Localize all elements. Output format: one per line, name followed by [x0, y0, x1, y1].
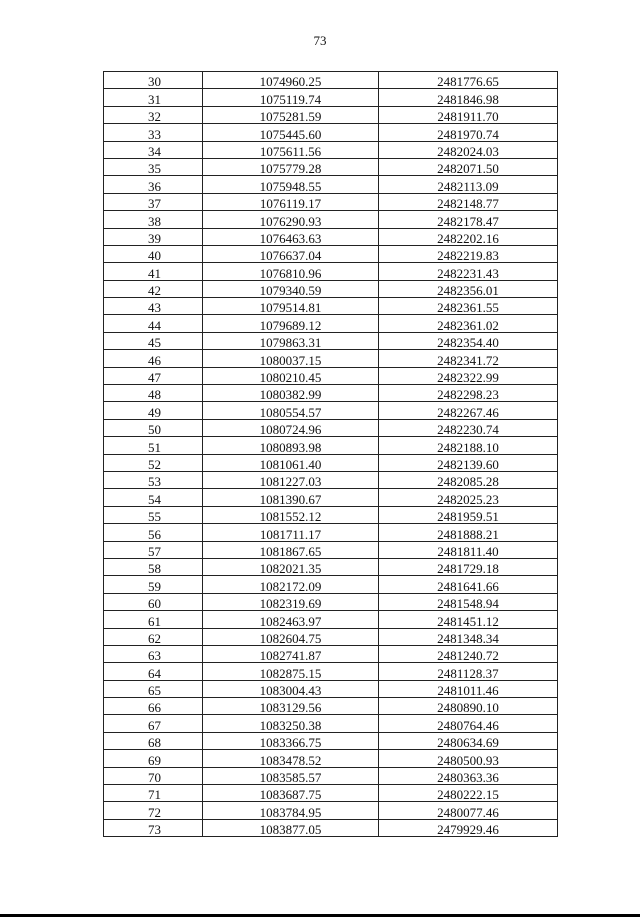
- table-row: [104, 124, 558, 141]
- table-row: [104, 454, 558, 471]
- point-number-cell: 64: [104, 663, 203, 680]
- y-coordinate-cell: 2482139.60: [379, 454, 558, 471]
- table-row: [104, 611, 558, 628]
- table-row: [104, 750, 558, 767]
- y-coordinate-cell: 2480363.36: [379, 767, 558, 784]
- x-coordinate-cell: 1083250.38: [203, 715, 379, 732]
- table-row: [104, 732, 558, 749]
- table-row: [104, 176, 558, 193]
- point-number-cell: 55: [104, 506, 203, 523]
- point-number-cell: 31: [104, 89, 203, 106]
- point-number-cell: 41: [104, 263, 203, 280]
- table-row: [104, 280, 558, 297]
- table-row: [104, 350, 558, 367]
- point-number-cell: 73: [104, 819, 203, 836]
- point-number-cell: 54: [104, 489, 203, 506]
- point-number-cell: 60: [104, 593, 203, 610]
- table-row: [104, 645, 558, 662]
- y-coordinate-cell: 2482178.47: [379, 211, 558, 228]
- y-coordinate-cell: 2481548.94: [379, 593, 558, 610]
- table-row: [104, 385, 558, 402]
- y-coordinate-cell: 2482024.03: [379, 141, 558, 158]
- table-row: [104, 593, 558, 610]
- table-row: [104, 298, 558, 315]
- table-row: [104, 402, 558, 419]
- table-row: [104, 767, 558, 784]
- table-row: [104, 193, 558, 210]
- x-coordinate-cell: 1082741.87: [203, 645, 379, 662]
- point-number-cell: 61: [104, 611, 203, 628]
- y-coordinate-cell: 2482202.16: [379, 228, 558, 245]
- table-row: [104, 211, 558, 228]
- coordinate-table-body: [104, 72, 558, 837]
- x-coordinate-cell: 1082021.35: [203, 558, 379, 575]
- table-row: [104, 524, 558, 541]
- x-coordinate-cell: 1080037.15: [203, 350, 379, 367]
- y-coordinate-cell: 2480500.93: [379, 750, 558, 767]
- y-coordinate-cell: 2482341.72: [379, 350, 558, 367]
- y-coordinate-cell: 2479929.46: [379, 819, 558, 836]
- y-coordinate-cell: 2482025.23: [379, 489, 558, 506]
- point-number-cell: 44: [104, 315, 203, 332]
- x-coordinate-cell: 1080382.99: [203, 385, 379, 402]
- point-number-cell: 72: [104, 802, 203, 819]
- x-coordinate-cell: 1083784.95: [203, 802, 379, 819]
- y-coordinate-cell: 2480764.46: [379, 715, 558, 732]
- table-row: [104, 471, 558, 488]
- y-coordinate-cell: 2481846.98: [379, 89, 558, 106]
- point-number-cell: 39: [104, 228, 203, 245]
- table-row: [104, 72, 558, 89]
- y-coordinate-cell: 2482356.01: [379, 280, 558, 297]
- table-row: [104, 228, 558, 245]
- table-row: [104, 576, 558, 593]
- page-number: 73: [313, 33, 327, 48]
- y-coordinate-cell: 2481128.37: [379, 663, 558, 680]
- x-coordinate-cell: 1082604.75: [203, 628, 379, 645]
- x-coordinate-cell: 1079514.81: [203, 298, 379, 315]
- point-number-cell: 68: [104, 732, 203, 749]
- point-number-cell: 69: [104, 750, 203, 767]
- y-coordinate-cell: 2481240.72: [379, 645, 558, 662]
- point-number-cell: 30: [104, 72, 203, 89]
- x-coordinate-cell: 1083877.05: [203, 819, 379, 836]
- x-coordinate-cell: 1076810.96: [203, 263, 379, 280]
- y-coordinate-cell: 2482361.55: [379, 298, 558, 315]
- point-number-cell: 40: [104, 245, 203, 262]
- table-row: [104, 506, 558, 523]
- point-number-cell: 42: [104, 280, 203, 297]
- x-coordinate-cell: 1076290.93: [203, 211, 379, 228]
- table-row: [104, 819, 558, 836]
- point-number-cell: 48: [104, 385, 203, 402]
- y-coordinate-cell: 2482071.50: [379, 158, 558, 175]
- table-row: [104, 437, 558, 454]
- point-number-cell: 50: [104, 419, 203, 436]
- y-coordinate-cell: 2481451.12: [379, 611, 558, 628]
- x-coordinate-cell: 1083129.56: [203, 698, 379, 715]
- table-row: [104, 89, 558, 106]
- table-row: [104, 158, 558, 175]
- x-coordinate-cell: 1081711.17: [203, 524, 379, 541]
- point-number-cell: 43: [104, 298, 203, 315]
- y-coordinate-cell: 2482085.28: [379, 471, 558, 488]
- point-number-cell: 47: [104, 367, 203, 384]
- y-coordinate-cell: 2482298.23: [379, 385, 558, 402]
- x-coordinate-cell: 1081390.67: [203, 489, 379, 506]
- y-coordinate-cell: 2481888.21: [379, 524, 558, 541]
- y-coordinate-cell: 2481011.46: [379, 680, 558, 697]
- table-row: [104, 802, 558, 819]
- table-row: [104, 558, 558, 575]
- point-number-cell: 35: [104, 158, 203, 175]
- coordinate-table: [103, 71, 558, 837]
- point-number-cell: 71: [104, 785, 203, 802]
- y-coordinate-cell: 2481776.65: [379, 72, 558, 89]
- point-number-cell: 58: [104, 558, 203, 575]
- y-coordinate-cell: 2482361.02: [379, 315, 558, 332]
- x-coordinate-cell: 1082319.69: [203, 593, 379, 610]
- x-coordinate-cell: 1079863.31: [203, 332, 379, 349]
- table-row: [104, 141, 558, 158]
- x-coordinate-cell: 1083687.75: [203, 785, 379, 802]
- table-row: [104, 419, 558, 436]
- x-coordinate-cell: 1075119.74: [203, 89, 379, 106]
- point-number-cell: 45: [104, 332, 203, 349]
- point-number-cell: 32: [104, 106, 203, 123]
- table-row: [104, 628, 558, 645]
- x-coordinate-cell: 1075445.60: [203, 124, 379, 141]
- x-coordinate-cell: 1082463.97: [203, 611, 379, 628]
- x-coordinate-cell: 1079340.59: [203, 280, 379, 297]
- table-row: [104, 106, 558, 123]
- x-coordinate-cell: 1074960.25: [203, 72, 379, 89]
- y-coordinate-cell: 2481729.18: [379, 558, 558, 575]
- x-coordinate-cell: 1083478.52: [203, 750, 379, 767]
- point-number-cell: 49: [104, 402, 203, 419]
- y-coordinate-cell: 2481348.34: [379, 628, 558, 645]
- x-coordinate-cell: 1080554.57: [203, 402, 379, 419]
- point-number-cell: 53: [104, 471, 203, 488]
- point-number-cell: 65: [104, 680, 203, 697]
- point-number-cell: 37: [104, 193, 203, 210]
- point-number-cell: 56: [104, 524, 203, 541]
- x-coordinate-cell: 1081061.40: [203, 454, 379, 471]
- x-coordinate-cell: 1080893.98: [203, 437, 379, 454]
- y-coordinate-cell: 2480222.15: [379, 785, 558, 802]
- point-number-cell: 34: [104, 141, 203, 158]
- x-coordinate-cell: 1083004.43: [203, 680, 379, 697]
- x-coordinate-cell: 1081867.65: [203, 541, 379, 558]
- x-coordinate-cell: 1075611.56: [203, 141, 379, 158]
- point-number-cell: 66: [104, 698, 203, 715]
- x-coordinate-cell: 1080210.45: [203, 367, 379, 384]
- point-number-cell: 38: [104, 211, 203, 228]
- table-row: [104, 332, 558, 349]
- table-row: [104, 785, 558, 802]
- y-coordinate-cell: 2482230.74: [379, 419, 558, 436]
- x-coordinate-cell: 1081227.03: [203, 471, 379, 488]
- point-number-cell: 33: [104, 124, 203, 141]
- y-coordinate-cell: 2482231.43: [379, 263, 558, 280]
- point-number-cell: 57: [104, 541, 203, 558]
- y-coordinate-cell: 2482148.77: [379, 193, 558, 210]
- point-number-cell: 36: [104, 176, 203, 193]
- y-coordinate-cell: 2480077.46: [379, 802, 558, 819]
- table-row: [104, 367, 558, 384]
- point-number-cell: 62: [104, 628, 203, 645]
- table-row: [104, 715, 558, 732]
- x-coordinate-cell: 1083366.75: [203, 732, 379, 749]
- x-coordinate-cell: 1075948.55: [203, 176, 379, 193]
- point-number-cell: 52: [104, 454, 203, 471]
- x-coordinate-cell: 1075281.59: [203, 106, 379, 123]
- x-coordinate-cell: 1075779.28: [203, 158, 379, 175]
- point-number-cell: 63: [104, 645, 203, 662]
- table-row: [104, 541, 558, 558]
- table-row: [104, 680, 558, 697]
- table-row: [104, 489, 558, 506]
- y-coordinate-cell: 2480634.69: [379, 732, 558, 749]
- point-number-cell: 67: [104, 715, 203, 732]
- x-coordinate-cell: 1083585.57: [203, 767, 379, 784]
- y-coordinate-cell: 2481970.74: [379, 124, 558, 141]
- x-coordinate-cell: 1081552.12: [203, 506, 379, 523]
- y-coordinate-cell: 2482113.09: [379, 176, 558, 193]
- x-coordinate-cell: 1076637.04: [203, 245, 379, 262]
- y-coordinate-cell: 2481811.40: [379, 541, 558, 558]
- point-number-cell: 51: [104, 437, 203, 454]
- table-row: [104, 698, 558, 715]
- y-coordinate-cell: 2481911.70: [379, 106, 558, 123]
- x-coordinate-cell: 1076463.63: [203, 228, 379, 245]
- y-coordinate-cell: 2482354.40: [379, 332, 558, 349]
- x-coordinate-cell: 1082875.15: [203, 663, 379, 680]
- x-coordinate-cell: 1076119.17: [203, 193, 379, 210]
- y-coordinate-cell: 2482322.99: [379, 367, 558, 384]
- table-row: [104, 315, 558, 332]
- point-number-cell: 59: [104, 576, 203, 593]
- x-coordinate-cell: 1080724.96: [203, 419, 379, 436]
- table-row: [104, 245, 558, 262]
- point-number-cell: 70: [104, 767, 203, 784]
- x-coordinate-cell: 1079689.12: [203, 315, 379, 332]
- y-coordinate-cell: 2480890.10: [379, 698, 558, 715]
- y-coordinate-cell: 2482219.83: [379, 245, 558, 262]
- point-number-cell: 46: [104, 350, 203, 367]
- y-coordinate-cell: 2481959.51: [379, 506, 558, 523]
- y-coordinate-cell: 2482267.46: [379, 402, 558, 419]
- x-coordinate-cell: 1082172.09: [203, 576, 379, 593]
- table-row: [104, 663, 558, 680]
- y-coordinate-cell: 2481641.66: [379, 576, 558, 593]
- table-row: [104, 263, 558, 280]
- y-coordinate-cell: 2482188.10: [379, 437, 558, 454]
